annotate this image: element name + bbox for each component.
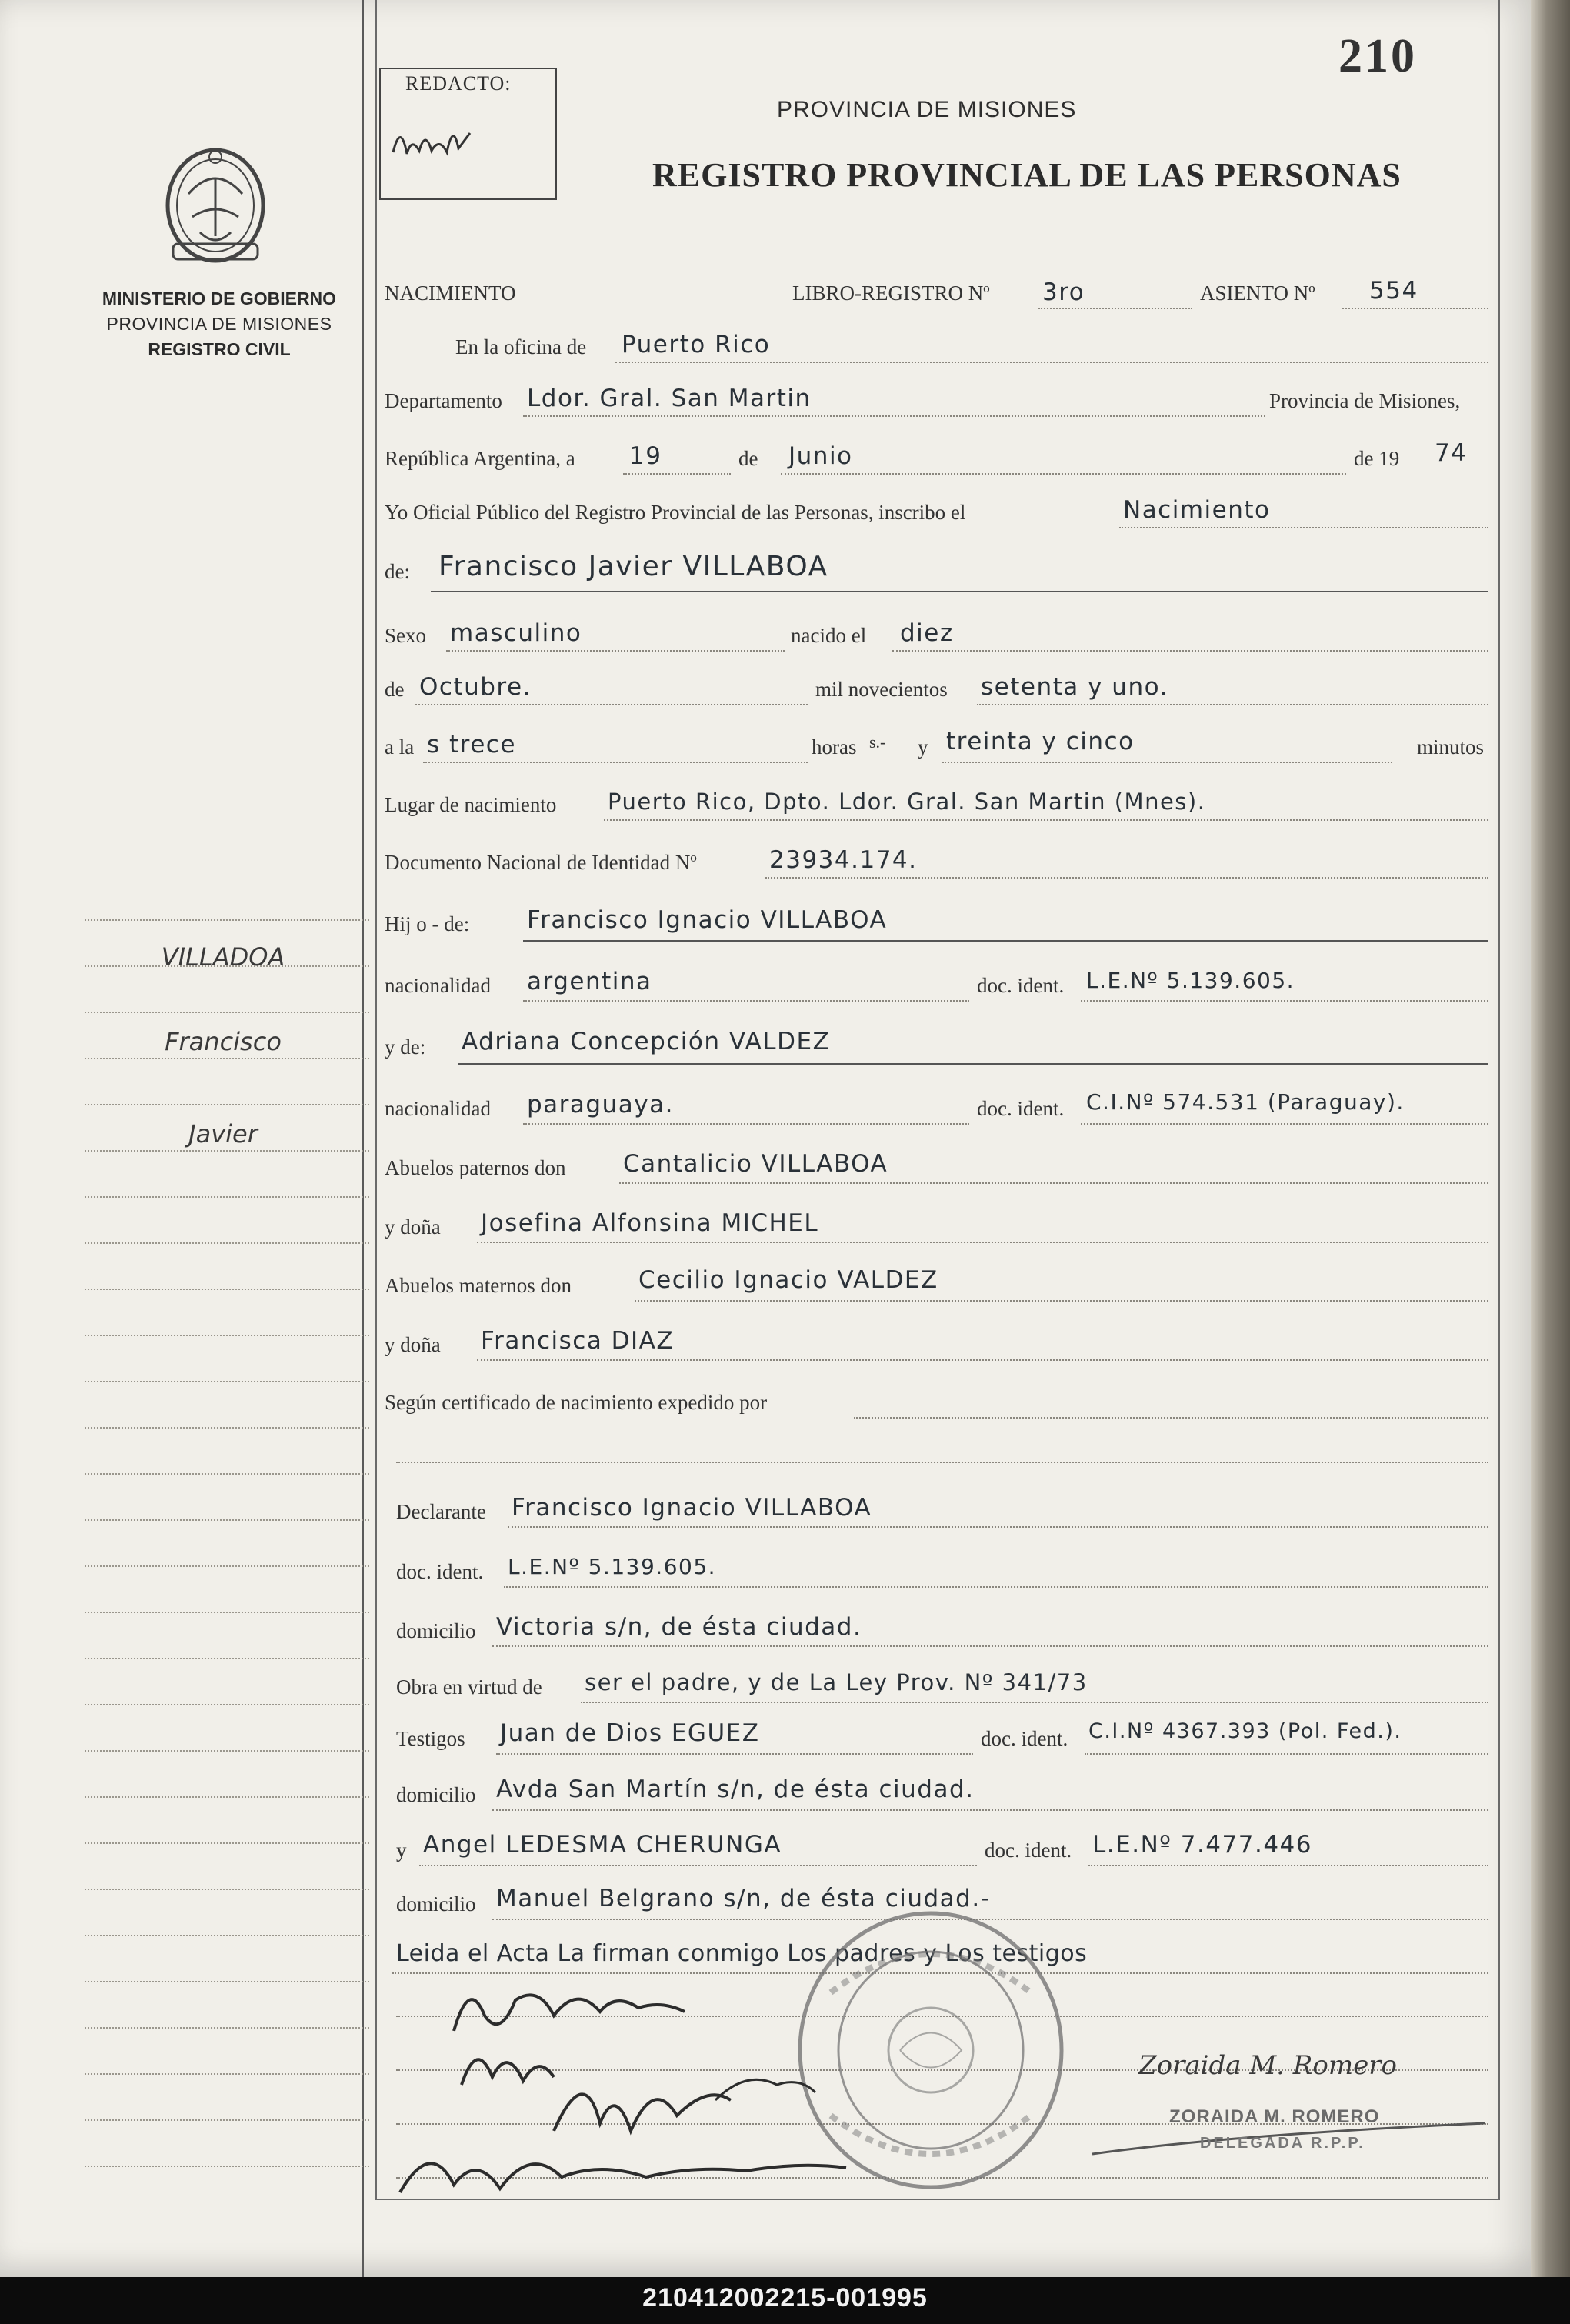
official-title: DELEGADA R.P.P. bbox=[1200, 2135, 1365, 2152]
redacto-box bbox=[379, 68, 557, 200]
province-heading: PROVINCIA DE MISIONES bbox=[777, 97, 1077, 122]
blank-line bbox=[396, 1462, 1488, 1463]
declarante-label: Declarante bbox=[396, 1500, 486, 1523]
testigo2-doc-value: L.E.Nº 7.477.446 bbox=[1092, 1831, 1312, 1859]
redacto-initials-icon bbox=[385, 106, 547, 183]
form-border-right bbox=[1498, 0, 1500, 2200]
row-testigo1-dom bbox=[385, 1777, 1492, 1823]
y-dona-pat-label: y doña bbox=[385, 1215, 441, 1239]
image-id: 210412002215-001995 bbox=[642, 2283, 928, 2312]
testigo1-doc-label: doc. ident. bbox=[981, 1727, 1068, 1750]
madre-value: Adriana Concepción VALDEZ bbox=[462, 1028, 831, 1055]
oficial-label: Yo Oficial Público del Registro Provincial de las Personas, inscribo el bbox=[385, 501, 966, 524]
registry-title: REGISTRO PROVINCIAL DE LAS PERSONAS bbox=[652, 156, 1402, 194]
ministry-registry: REGISTRO CIVIL bbox=[148, 339, 291, 359]
margin-middle-name: Javier bbox=[188, 1119, 258, 1149]
row-dni bbox=[385, 846, 1492, 892]
official-name: ZORAIDA M. ROMERO bbox=[1169, 2106, 1380, 2127]
row-sexo bbox=[385, 619, 1492, 665]
margin-surname: VILLADOA bbox=[161, 942, 285, 972]
row-hora bbox=[385, 728, 1492, 777]
libro-label: LIBRO-REGISTRO Nº bbox=[792, 282, 990, 305]
page-edge bbox=[1531, 0, 1570, 2277]
padre-nac-label: nacionalidad bbox=[385, 974, 491, 997]
horas-label: horas bbox=[812, 735, 857, 759]
de-mes-label: de bbox=[385, 678, 405, 701]
row-madre-nac bbox=[385, 1091, 1492, 1137]
row-declarante-doc bbox=[385, 1554, 1492, 1600]
cierre-value: Leida el Acta La firman conmigo Los padres y Los testigos bbox=[396, 1940, 1088, 1967]
row-abuela-pat bbox=[385, 1209, 1492, 1255]
obra-value: ser el padre, y de La Ley Prov. Nº 341/73 bbox=[585, 1669, 1088, 1695]
asiento-value: 554 bbox=[1369, 277, 1418, 305]
declarante-doc-label: doc. ident. bbox=[396, 1560, 484, 1583]
y-de-label: y de: bbox=[385, 1035, 426, 1059]
row-oficial bbox=[385, 496, 1492, 542]
asiento-label: ASIENTO Nº bbox=[1200, 282, 1315, 305]
ministry-name: MINISTERIO DE GOBIERNO bbox=[102, 288, 337, 308]
de-nombre-label: de: bbox=[385, 560, 410, 583]
abuelos-mat-label: Abuelos maternos don bbox=[385, 1274, 572, 1297]
provincia-label: Provincia de Misiones, bbox=[1269, 389, 1461, 412]
row-padre-nac bbox=[385, 968, 1492, 1014]
mil-label: mil novecientos bbox=[815, 678, 948, 701]
padre-value: Francisco Ignacio VILLABOA bbox=[527, 906, 888, 934]
horas-suffix: s.- bbox=[869, 732, 886, 752]
republica-label: República Argentina, a bbox=[385, 447, 575, 470]
row-nombre bbox=[385, 551, 1492, 600]
declarante-dom-label: domicilio bbox=[396, 1619, 476, 1642]
testigos-label: Testigos bbox=[396, 1727, 465, 1750]
testigo1-dom-label: domicilio bbox=[396, 1783, 476, 1806]
dni-label: Documento Nacional de Identidad Nº bbox=[385, 851, 697, 874]
nombre-value: Francisco Javier VILLABOA bbox=[438, 551, 828, 582]
hijo-label: Hij o - de: bbox=[385, 912, 470, 935]
row-padre bbox=[385, 906, 1492, 952]
row-libro bbox=[385, 278, 1492, 325]
madre-nac-label: nacionalidad bbox=[385, 1097, 491, 1120]
madre-doc-value: C.I.Nº 574.531 (Paraguay). bbox=[1086, 1089, 1405, 1115]
departamento-value: Ldor. Gral. San Martin bbox=[527, 385, 812, 412]
y-dona-mat-label: y doña bbox=[385, 1333, 441, 1356]
y-label: y bbox=[918, 735, 928, 759]
testigo2-doc-label: doc. ident. bbox=[985, 1839, 1072, 1862]
mes-value: Junio bbox=[788, 442, 853, 470]
dia-value: 19 bbox=[629, 442, 662, 470]
padre-doc-label: doc. ident. bbox=[977, 974, 1065, 997]
abuela-mat-value: Francisca DIAZ bbox=[481, 1327, 675, 1355]
ministry-block bbox=[85, 286, 354, 362]
y-testigo-label: y bbox=[396, 1839, 407, 1862]
row-nacido-fecha bbox=[385, 673, 1492, 719]
de-label: de bbox=[738, 447, 758, 470]
acto-value: Nacimiento bbox=[1123, 496, 1271, 524]
nacido-year-value: setenta y uno. bbox=[981, 673, 1168, 701]
row-fecha-inscripcion bbox=[385, 439, 1492, 488]
lugar-label: Lugar de nacimiento bbox=[385, 793, 557, 816]
nacimiento-label: NACIMIENTO bbox=[385, 282, 516, 305]
declarante-value: Francisco Ignacio VILLABOA bbox=[512, 1494, 872, 1522]
form-border-left bbox=[375, 0, 377, 2200]
padre-doc-value: L.E.Nº 5.139.605. bbox=[1086, 968, 1295, 993]
abuelo-mat-value: Cecilio Ignacio VALDEZ bbox=[638, 1266, 938, 1294]
year-value: 74 bbox=[1435, 439, 1468, 467]
ministry-province: PROVINCIA DE MISIONES bbox=[106, 314, 332, 334]
nacido-dia-value: diez bbox=[900, 619, 954, 647]
witness-signatures-icon bbox=[385, 1969, 1492, 2200]
padre-nac-value: argentina bbox=[527, 968, 652, 995]
nacido-mes-value: Octubre. bbox=[419, 673, 532, 701]
abuela-pat-value: Josefina Alfonsina MICHEL bbox=[481, 1209, 819, 1237]
row-departamento bbox=[385, 385, 1492, 431]
row-oficina bbox=[385, 331, 1492, 377]
sexo-label: Sexo bbox=[385, 624, 426, 647]
margin-first-name: Francisco bbox=[165, 1027, 282, 1056]
row-certificado bbox=[385, 1385, 1492, 1431]
a-la-label: a la bbox=[385, 735, 415, 759]
declarante-doc-value: L.E.Nº 5.139.605. bbox=[508, 1554, 717, 1579]
madre-doc-label: doc. ident. bbox=[977, 1097, 1065, 1120]
testigo2-dom-label: domicilio bbox=[396, 1892, 476, 1916]
madre-nac-value: paraguaya. bbox=[527, 1091, 674, 1119]
row-madre bbox=[385, 1029, 1492, 1075]
sexo-value: masculino bbox=[450, 619, 582, 647]
official-signature: Zoraida M. Romero bbox=[1138, 2050, 1397, 2081]
abuelo-pat-value: Cantalicio VILLABOA bbox=[623, 1150, 888, 1178]
row-testigo1 bbox=[385, 1719, 1492, 1766]
testigo1-value: Juan de Dios EGUEZ bbox=[500, 1719, 760, 1747]
dni-value: 23934.174. bbox=[769, 846, 918, 874]
minutos-label: minutos bbox=[1417, 735, 1485, 759]
row-abuelo-mat bbox=[385, 1268, 1492, 1314]
libro-value: 3ro bbox=[1042, 278, 1085, 306]
minutos-value: treinta y cinco bbox=[946, 728, 1135, 755]
folio-number: 210 bbox=[1338, 30, 1417, 82]
redacto-label: REDACTO: bbox=[405, 72, 512, 95]
nacido-label: nacido el bbox=[791, 624, 867, 647]
row-testigo2 bbox=[385, 1831, 1492, 1877]
row-obra bbox=[385, 1669, 1492, 1715]
declarante-dom-value: Victoria s/n, de ésta ciudad. bbox=[496, 1613, 862, 1641]
oficina-label: En la oficina de bbox=[455, 335, 587, 358]
row-abuelo-pat bbox=[385, 1150, 1492, 1196]
row-abuela-mat bbox=[385, 1327, 1492, 1373]
margin-ruled-lines bbox=[85, 919, 369, 2166]
obra-label: Obra en virtud de bbox=[396, 1675, 542, 1699]
certificado-label: Según certificado de nacimiento expedido por bbox=[385, 1391, 768, 1414]
row-declarante-dom bbox=[385, 1613, 1492, 1659]
de-year-label: de 19 bbox=[1354, 447, 1400, 470]
testigo2-value: Angel LEDESMA CHERUNGA bbox=[423, 1831, 782, 1859]
row-declarante bbox=[385, 1494, 1492, 1540]
testigo1-dom-value: Avda San Martín s/n, de ésta ciudad. bbox=[496, 1776, 975, 1803]
hora-value: s trece bbox=[427, 731, 516, 759]
departamento-label: Departamento bbox=[385, 389, 502, 412]
lugar-value: Puerto Rico, Dpto. Ldor. Gral. San Martin (Mnes). bbox=[608, 789, 1206, 815]
testigo2-dom-value: Manuel Belgrano s/n, de ésta ciudad.- bbox=[496, 1885, 991, 1912]
oficina-value: Puerto Rico bbox=[622, 331, 771, 358]
row-lugar bbox=[385, 789, 1492, 835]
abuelos-pat-label: Abuelos paternos don bbox=[385, 1156, 566, 1179]
testigo1-doc-value: C.I.Nº 4367.393 (Pol. Fed.). bbox=[1088, 1719, 1402, 1743]
misiones-emblem-icon bbox=[158, 140, 273, 271]
